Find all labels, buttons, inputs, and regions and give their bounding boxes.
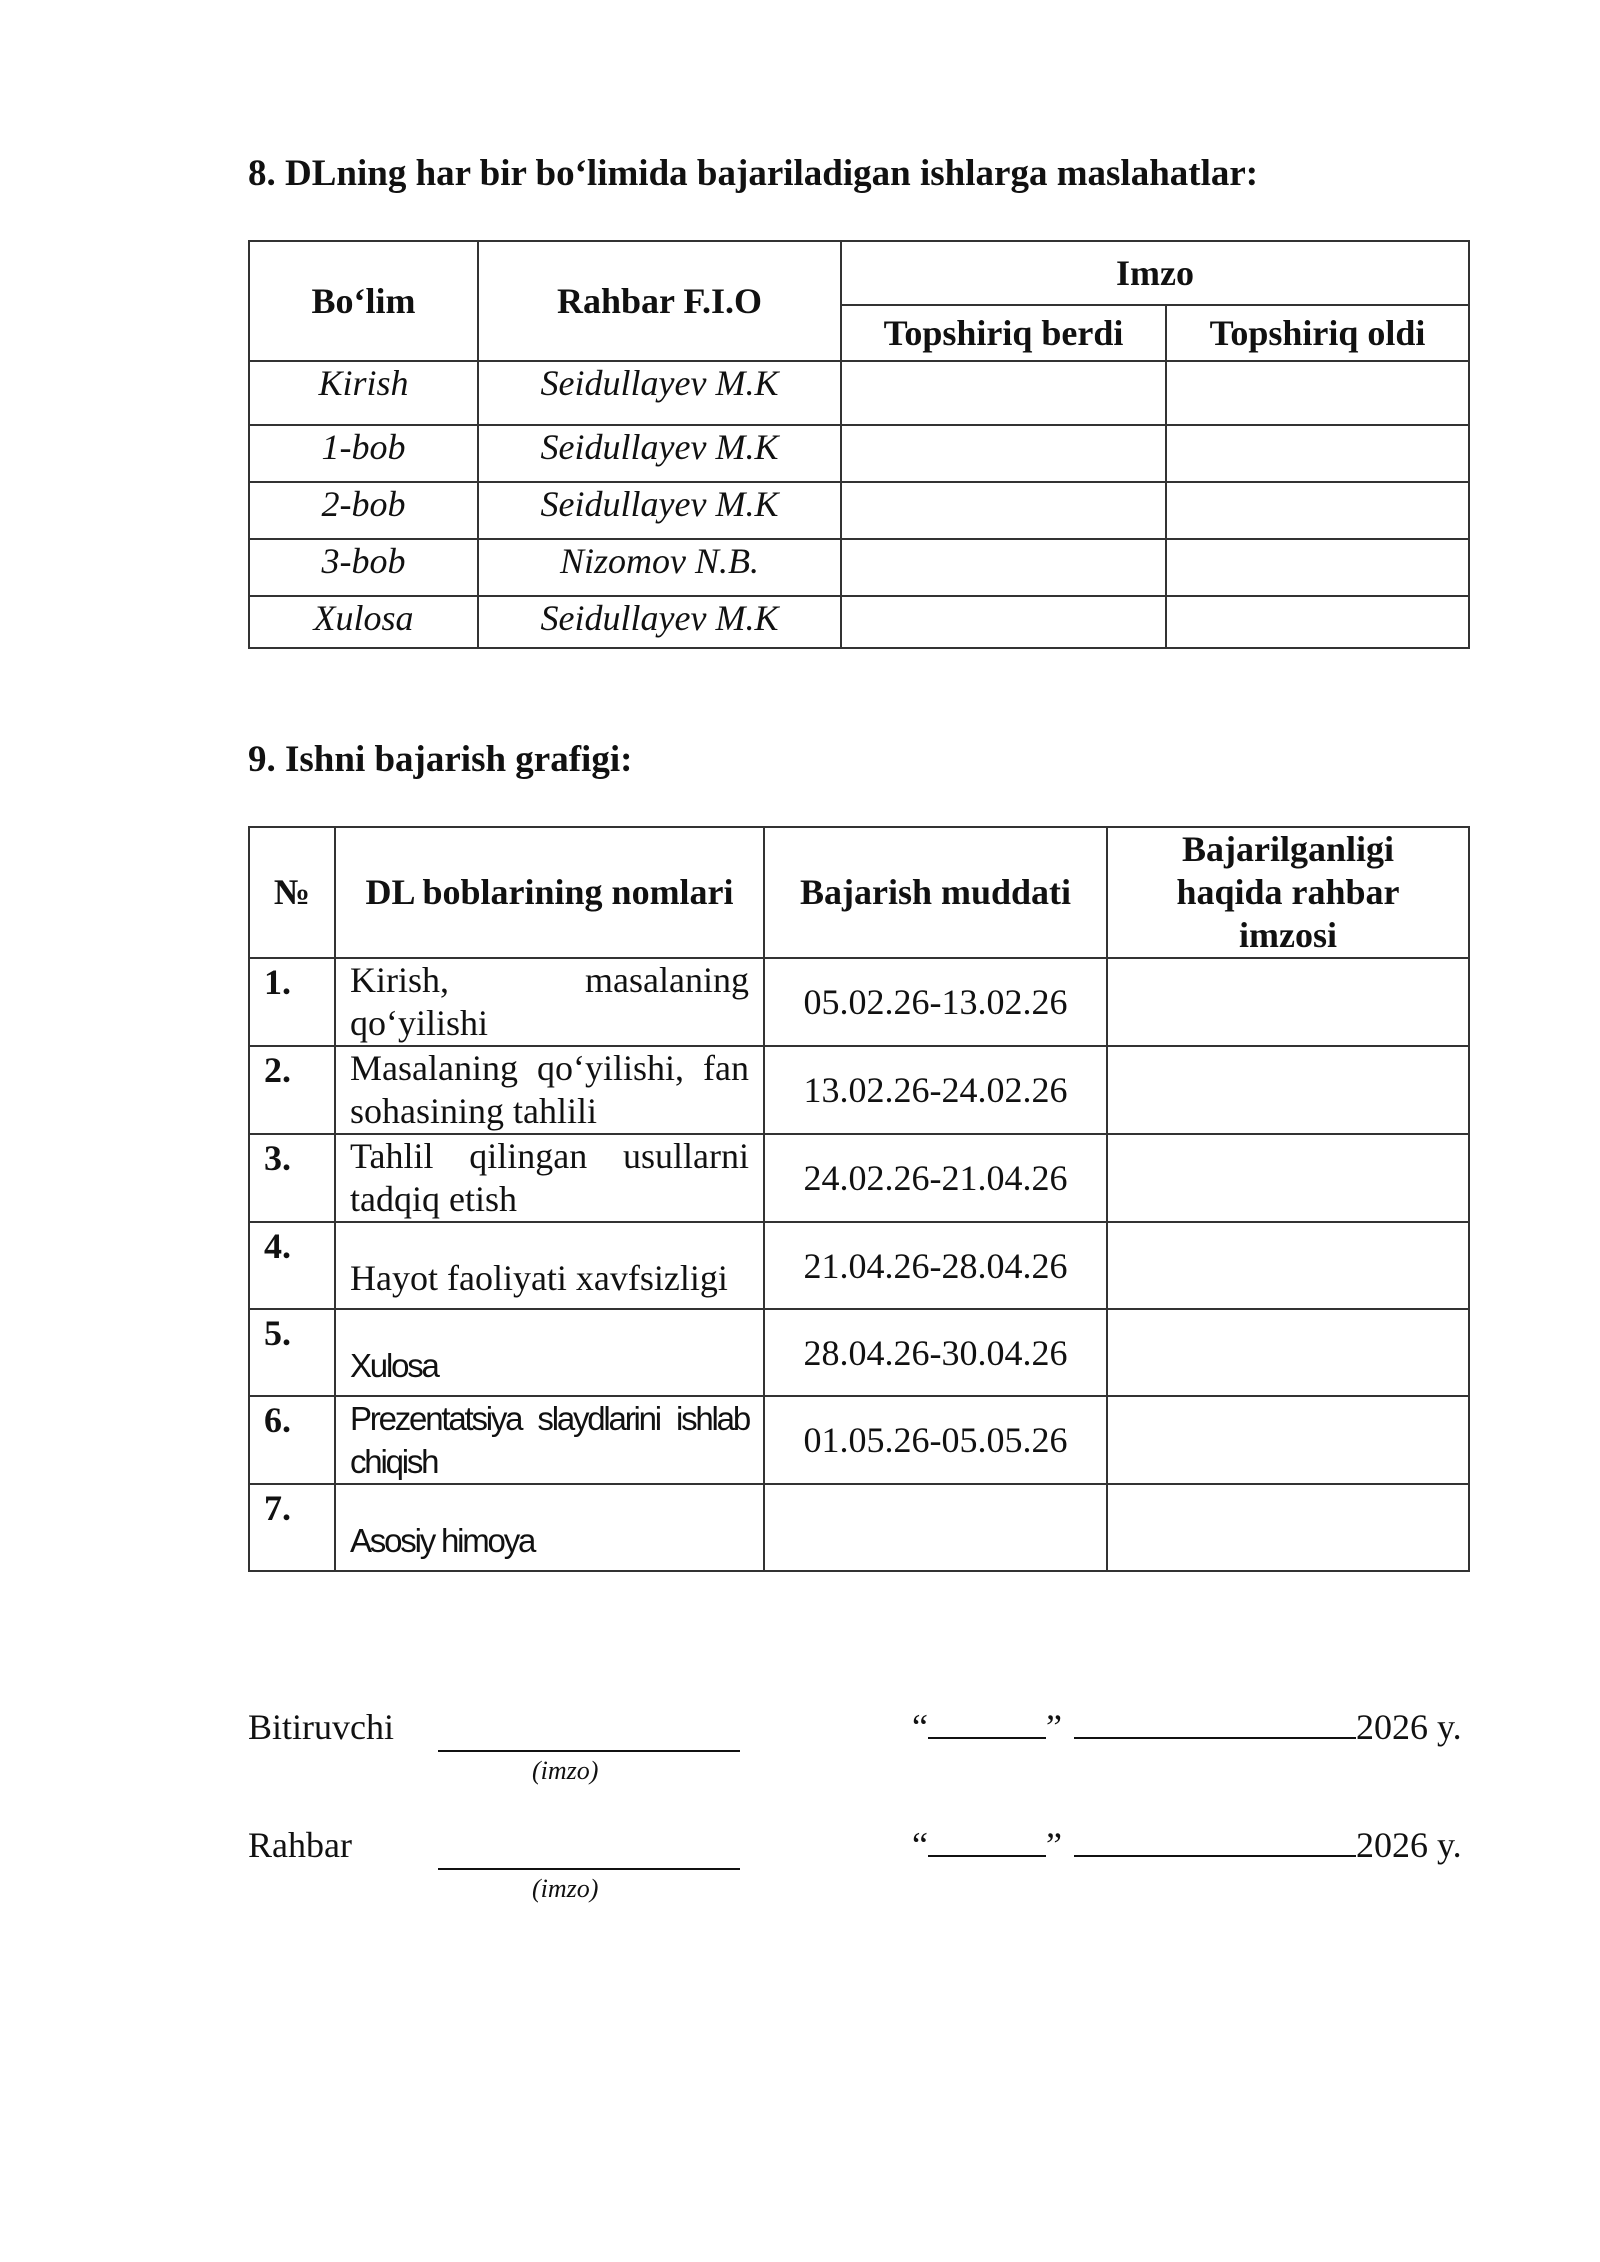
header-deadline: Bajarish muddati [764,827,1107,958]
chapter-name-line: chiqish [350,1443,438,1480]
supervisor-cell: Seidullayev M.K [478,596,841,648]
advice-table [248,240,1470,649]
day-blank[interactable] [928,1825,1046,1857]
table-row [249,1484,1469,1571]
task-received-cell[interactable] [1166,482,1469,539]
signature-cell[interactable] [1107,1309,1469,1396]
signature-cell[interactable] [1107,1222,1469,1309]
month-blank[interactable] [1074,1707,1356,1739]
task-received-cell[interactable] [1166,425,1469,482]
table-row [249,1396,1469,1484]
close-quote: ” [1045,1825,1062,1865]
graduate-signature-line[interactable] [438,1714,740,1752]
signature-cell[interactable] [1107,1396,1469,1484]
table-row [249,1046,1469,1134]
chapter-name: Masalaning qo‘yilishi, fan sohasining tahlili [335,1046,764,1134]
signature-cell[interactable] [1107,1134,1469,1222]
table-row [249,1134,1469,1222]
deadline-cell: 13.02.26-24.02.26 [764,1046,1107,1134]
row-number: 6. [249,1396,335,1484]
row-number: 4. [249,1222,335,1309]
row-number: 3. [249,1134,335,1222]
signature-cell[interactable] [1107,1046,1469,1134]
close-quote: ” [1045,1707,1062,1747]
chapter-name-line: tadqiq etish [350,1179,517,1219]
task-given-cell[interactable] [841,361,1166,425]
supervisor-cell: Nizomov N.B. [478,539,841,596]
header-number: № [249,827,335,958]
header-supervisor: Rahbar F.I.O [478,241,841,361]
signature-cell[interactable] [1107,1484,1469,1571]
header-section: Bo‘lim [249,241,478,361]
row-number: 7. [249,1484,335,1571]
header-chapter-names: DL boblarining nomlari [335,827,764,958]
supervisor-cell: Seidullayev M.K [478,425,841,482]
schedule-table [248,826,1470,1572]
chapter-name: Asosiy himoya [335,1484,764,1571]
deadline-cell: 28.04.26-30.04.26 [764,1309,1107,1396]
task-given-cell[interactable] [841,539,1166,596]
signature-cell[interactable] [1107,958,1469,1046]
header-signature: Imzo [841,241,1469,305]
header-supervisor-signature: Bajarilganligi haqida rahbar imzosi [1107,827,1469,958]
table-row [249,958,1469,1046]
chapter-name-line: qo‘yilishi [350,1003,489,1043]
table-row [249,482,1469,539]
graduate-signature-caption: (imzo) [532,1756,599,1785]
deadline-cell: 05.02.26-13.02.26 [764,958,1107,1046]
task-given-cell[interactable] [841,596,1166,648]
deadline-cell: 21.04.26-28.04.26 [764,1222,1107,1309]
chapter-name [335,1134,764,1222]
task-received-cell[interactable] [1166,539,1469,596]
supervisor-cell: Seidullayev M.K [478,361,841,425]
chapter-name [335,958,764,1046]
section9-title: 9. Ishni bajarish grafigi: [248,739,633,780]
task-given-cell[interactable] [841,425,1166,482]
open-quote: “ [912,1707,928,1747]
chapter-name [335,1396,764,1484]
deadline-cell [764,1484,1107,1571]
section-cell: 3-bob [249,539,478,596]
header-task-received: Topshiriq oldi [1166,305,1469,361]
section-cell: Kirish [249,361,478,425]
month-blank[interactable] [1074,1825,1356,1857]
chapter-name-line: Kirish, masalaning [350,960,749,1000]
table-row [249,1309,1469,1396]
open-quote: “ [912,1825,928,1865]
row-number: 5. [249,1309,335,1396]
supervisor-date [912,1824,1462,1866]
task-received-cell[interactable] [1166,361,1469,425]
deadline-cell: 24.02.26-21.04.26 [764,1134,1107,1222]
section-cell: 2-bob [249,482,478,539]
supervisor-signature-line[interactable] [438,1832,740,1870]
table-row [249,425,1469,482]
section-cell: Xulosa [249,596,478,648]
day-blank[interactable] [928,1707,1046,1739]
table-row [249,361,1469,425]
chapter-name: Xulosa [335,1309,764,1396]
supervisor-cell: Seidullayev M.K [478,482,841,539]
task-received-cell[interactable] [1166,596,1469,648]
row-number: 2. [249,1046,335,1134]
year-suffix: 2026 y. [1355,1707,1462,1747]
header-task-given: Topshiriq berdi [841,305,1166,361]
table-row [249,539,1469,596]
year-suffix: 2026 y. [1355,1825,1462,1865]
row-number: 1. [249,958,335,1046]
section8-title: 8. DLning har bir bo‘limida bajariladigan ishlarga maslahatlar: [248,153,1259,194]
chapter-name: Hayot faoliyati xavfsizligi [335,1222,764,1309]
supervisor-signature-caption: (imzo) [532,1874,599,1903]
graduate-date [912,1706,1462,1748]
table-row [249,1222,1469,1309]
section-cell: 1-bob [249,425,478,482]
supervisor-label: Rahbar [248,1825,352,1865]
table-row [249,596,1469,648]
deadline-cell: 01.05.26-05.05.26 [764,1396,1107,1484]
graduate-label: Bitiruvchi [248,1707,394,1747]
task-given-cell[interactable] [841,482,1166,539]
chapter-name-line: Tahlil qilingan usullarni [350,1136,749,1176]
chapter-name-line: Prezentatsiya slaydlarini ishlab [350,1400,749,1437]
